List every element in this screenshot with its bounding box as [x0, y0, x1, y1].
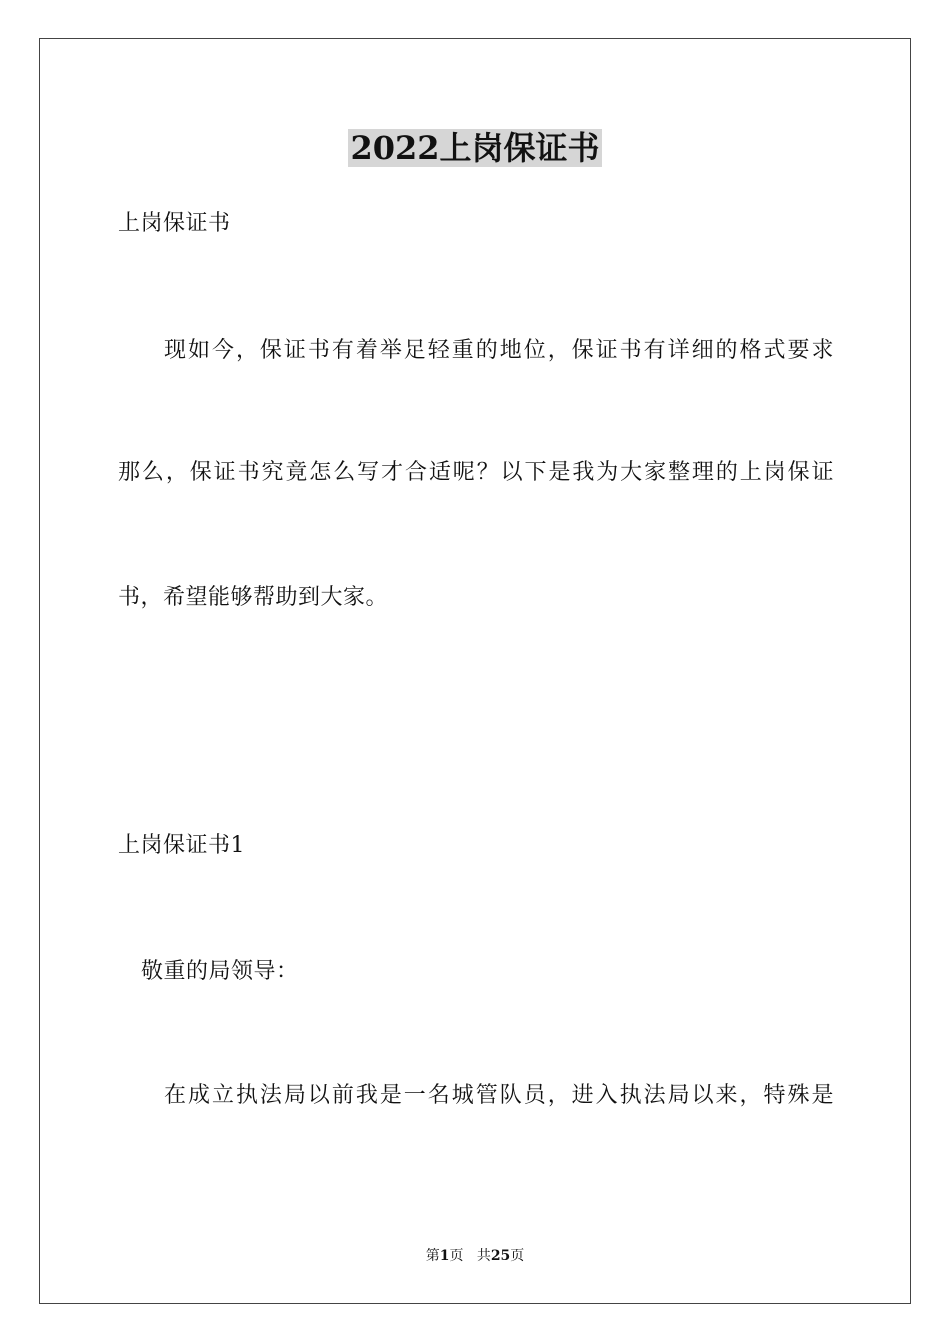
salutation: 敬重的局领导：	[141, 959, 299, 984]
footer-total-pages: 25	[490, 1248, 511, 1264]
footer-total-unit: 页	[510, 1248, 525, 1264]
intro-line-3: 书，希望能够帮助到大家。	[118, 585, 389, 610]
document-title-text: 2022上岗保证书	[350, 129, 600, 167]
footer-page-number: 1	[439, 1248, 450, 1264]
footer-page-unit: 页	[449, 1248, 464, 1264]
page-footer	[0, 1246, 950, 1266]
section-heading: 上岗保证书1	[118, 833, 245, 858]
footer-total-prefix: 共	[476, 1248, 491, 1264]
intro-line-1: 现如今，保证书有着举足轻重的地位，保证书有详细的格式要求	[164, 338, 834, 363]
document-title	[0, 126, 950, 170]
document-subtitle: 上岗保证书	[118, 211, 231, 236]
footer-prefix: 第	[425, 1248, 440, 1264]
intro-line-2: 那么，保证书究竟怎么写才合适呢？以下是我为大家整理的上岗保证	[118, 460, 834, 485]
body-paragraph-line: 在成立执法局以前我是一名城管队员，进入执法局以来，特殊是	[164, 1083, 834, 1108]
